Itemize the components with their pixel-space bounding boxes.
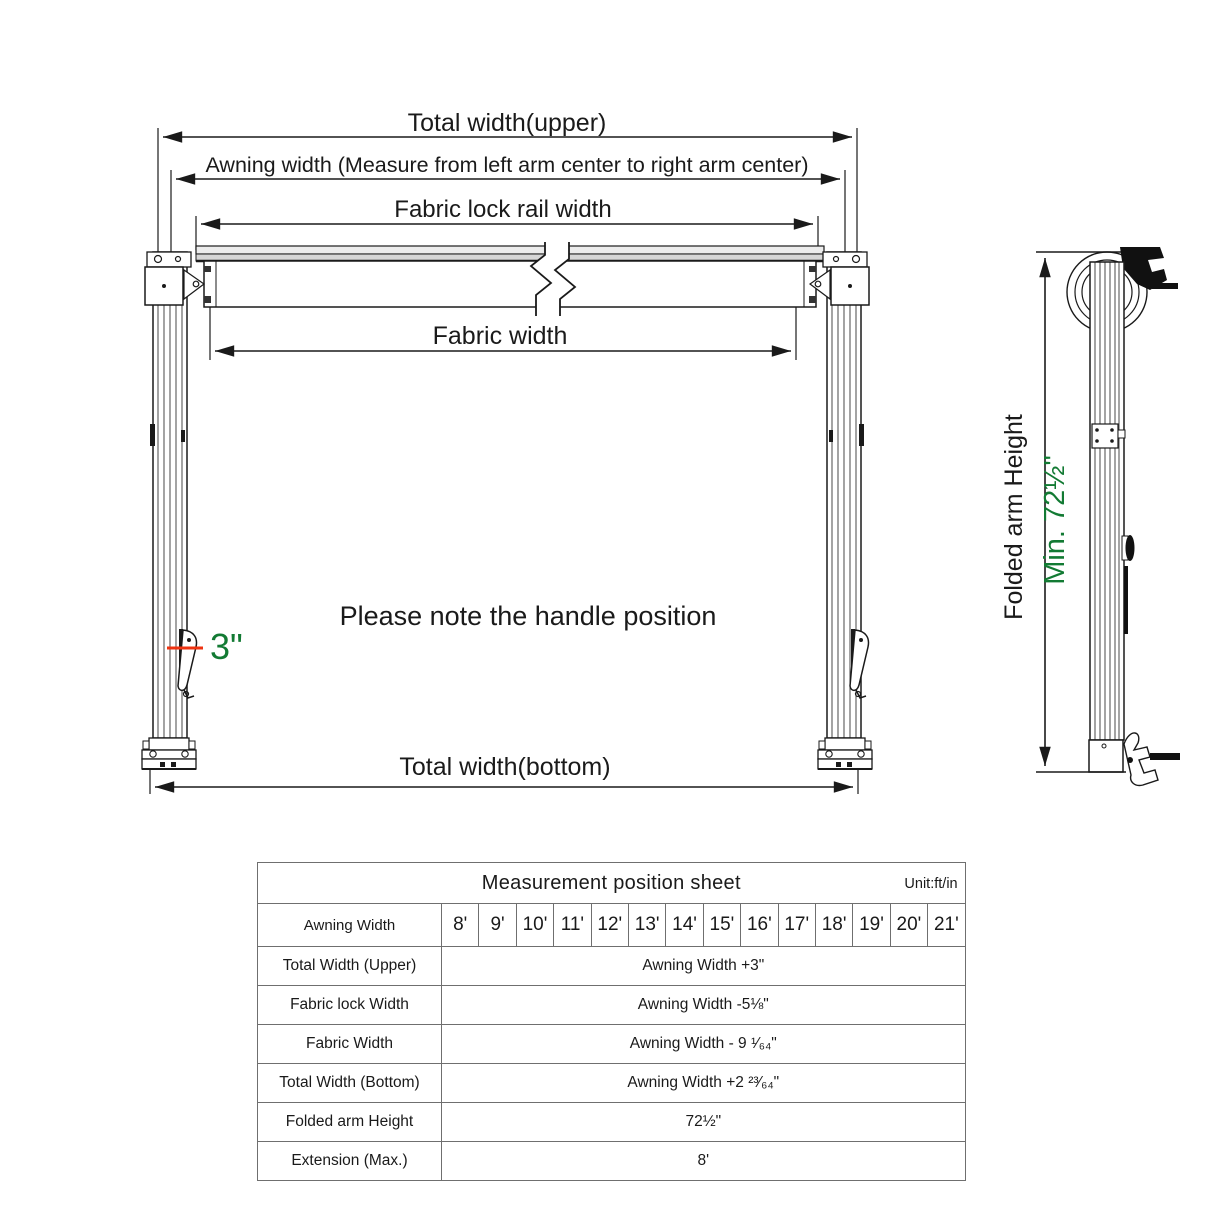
awning-width-value: 20'	[890, 904, 927, 947]
table-row	[258, 947, 966, 986]
row-value-fabric-width: Awning Width - 9 ¹⁄₆₄"	[442, 1025, 966, 1064]
row-label-total-width-bottom: Total Width (Bottom)	[258, 1064, 442, 1103]
awning-width-row	[258, 904, 966, 947]
awning-width-value: 14'	[666, 904, 703, 947]
label-fabric-lock-rail-width: Fabric lock rail width	[394, 196, 612, 223]
left-foot	[142, 738, 196, 769]
awning-width-value: 19'	[853, 904, 890, 947]
min-height-value: Min. 72½"	[1039, 455, 1071, 585]
label-total-width-bottom: Total width(bottom)	[399, 753, 611, 781]
table-row	[258, 1064, 966, 1103]
awning-width-value: 17'	[778, 904, 815, 947]
awning-width-value: 10'	[516, 904, 553, 947]
dimension-total-width-upper	[158, 128, 857, 254]
table-title-row	[258, 863, 966, 904]
row-label-fabric-lock-width: Fabric lock Width	[258, 986, 442, 1025]
fabric-lock-rail	[196, 246, 824, 261]
left-arm	[145, 252, 204, 738]
row-label-fabric-width: Fabric Width	[258, 1025, 442, 1064]
table-row	[258, 1025, 966, 1064]
row-label-extension-max: Extension (Max.)	[258, 1142, 442, 1181]
row-value-total-width-upper: Awning Width +3"	[442, 947, 966, 986]
row-value-folded-arm-height: 72½"	[442, 1103, 966, 1142]
right-foot	[818, 738, 872, 769]
label-fabric-width: Fabric width	[432, 322, 568, 350]
side-foot	[1089, 733, 1180, 785]
awning-width-value: 21'	[928, 904, 966, 947]
awning-width-value: 18'	[815, 904, 852, 947]
row-label-folded-arm-height: Folded arm Height	[258, 1103, 442, 1142]
table-row	[258, 986, 966, 1025]
awning-width-value: 15'	[703, 904, 740, 947]
front-view-drawing	[142, 128, 872, 794]
awning-width-value: 11'	[554, 904, 591, 947]
awning-width-value: 8'	[442, 904, 479, 947]
table-row	[258, 1142, 966, 1181]
awning-width-value: 13'	[628, 904, 665, 947]
awning-width-value: 12'	[591, 904, 628, 947]
measurement-table	[257, 862, 965, 1181]
row-label-total-width-upper: Total Width (Upper)	[258, 947, 442, 986]
awning-width-value: 16'	[741, 904, 778, 947]
hook-pin	[1152, 283, 1178, 289]
handle-position-note: Please note the handle position	[339, 601, 717, 631]
fabric-cassette	[204, 261, 816, 307]
awning-width-value: 9'	[479, 904, 516, 947]
folded-arm-profile	[1090, 262, 1135, 740]
table-row	[258, 1103, 966, 1142]
row-value-extension-max: 8'	[442, 1142, 966, 1181]
table-unit-label: Unit:ft/in	[904, 876, 958, 892]
handle-offset-value: 3"	[210, 626, 243, 667]
label-awning-width: Awning width (Measure from left arm center to right arm center)	[205, 153, 809, 177]
label-folded-arm-height: Folded arm Height	[1000, 414, 1028, 620]
table-title: Measurement position sheet	[481, 871, 741, 894]
row-value-total-width-bottom: Awning Width +2 ²³⁄₆₄"	[442, 1064, 966, 1103]
row-label-awning-width: Awning Width	[258, 904, 442, 947]
label-total-width-upper: Total width(upper)	[407, 109, 607, 137]
row-value-fabric-lock-width: Awning Width -5⅛"	[442, 986, 966, 1025]
